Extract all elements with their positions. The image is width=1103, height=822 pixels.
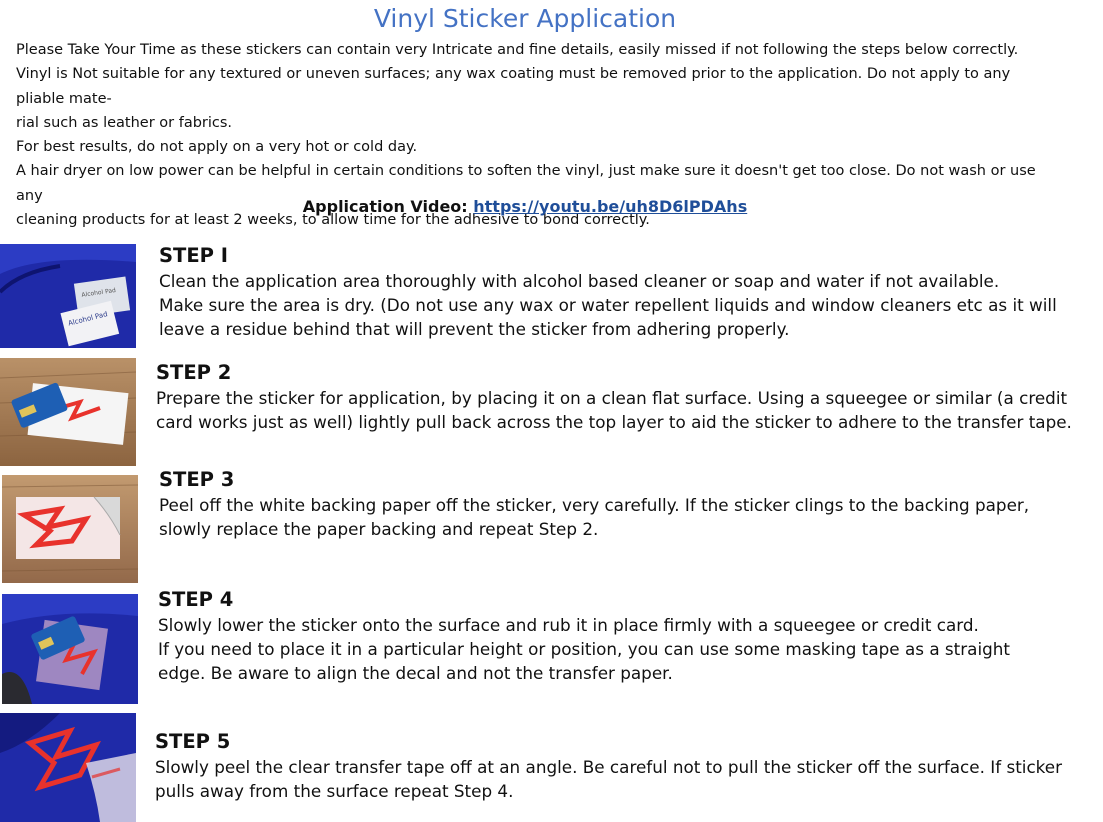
step-heading: STEP I xyxy=(159,244,229,267)
step-line: slowly replace the paper backing and repeat Step 2. xyxy=(159,519,599,539)
step-4-image xyxy=(2,594,138,704)
step-5-image xyxy=(0,713,136,822)
step-5 xyxy=(155,729,1095,803)
intro-line: A hair dryer on low power can be helpful in certain conditions to soften the vinyl, just make sure it doesn't get too close. Do not wash or use any xyxy=(16,163,1036,204)
step-2-image xyxy=(0,358,136,466)
step-line: Make sure the area is dry. (Do not use any wax or water repellent liquids and window cleaners etc as it will xyxy=(159,295,1057,315)
intro-line: rial such as leather or fabrics. xyxy=(16,114,233,131)
step-line: edge. Be aware to align the decal and not the transfer paper. xyxy=(158,663,673,683)
step-line: Prepare the sticker for application, by placing it on a clean flat surface. Using a squeegee or similar (a credit xyxy=(156,388,1068,408)
page-title: Vinyl Sticker Application xyxy=(373,4,677,33)
step-heading: STEP 3 xyxy=(159,468,235,491)
intro-line: Please Take Your Time as these stickers can contain very Intricate and fine details, easily missed if not following the steps below correctly. xyxy=(16,42,1019,58)
step-line: If you need to place it in a particular height or position, you can use some masking tape as a straight xyxy=(158,639,1010,659)
step-2 xyxy=(156,360,1096,434)
step-line: pulls away from the surface repeat Step 4. xyxy=(155,781,514,801)
alcohol-pad-label: Alcohol Pad xyxy=(81,287,117,299)
step-heading: STEP 2 xyxy=(156,361,232,384)
application-video xyxy=(0,197,1050,216)
step-line: leave a residue behind that will prevent the sticker from adhering properly. xyxy=(159,319,790,339)
step-4 xyxy=(158,587,1098,685)
step-heading: STEP 4 xyxy=(158,588,234,611)
step-3-image xyxy=(2,475,138,583)
intro-line: Vinyl is Not suitable for any textured or uneven surfaces; any wax coating must be removed prior to the application. Do not apply to any pliable mate- xyxy=(16,66,1011,107)
step-line: Slowly peel the clear transfer tape off at an angle. Be careful not to pull the sticker off the surface. If sticker xyxy=(155,757,1063,777)
video-label: Application Video: xyxy=(302,197,468,216)
step-line: card works just as well) lightly pull back across the top layer to aid the sticker to adhere to the transfer tape. xyxy=(156,412,1072,432)
step-heading: STEP 5 xyxy=(155,730,231,753)
step-1 xyxy=(159,243,1099,341)
step-line: Slowly lower the sticker onto the surface and rub it in place firmly with a squeegee or credit card. xyxy=(158,615,979,635)
video-link[interactable]: https://youtu.be/uh8D6lPDAhs xyxy=(473,197,748,216)
step-line: Clean the application area thoroughly with alcohol based cleaner or soap and water if not available. xyxy=(159,271,1000,291)
step-1-image xyxy=(0,244,136,348)
step-line: Peel off the white backing paper off the sticker, very carefully. If the sticker clings to the backing paper, xyxy=(159,495,1030,515)
alcohol-pad-label: Alcohol Pad xyxy=(67,310,109,328)
intro-line: cleaning products for at least 2 weeks, to allow time for the adhesive to bond correctly. xyxy=(16,212,650,229)
intro-line: For best results, do not apply on a very hot or cold day. xyxy=(16,139,418,156)
step-3 xyxy=(159,467,1099,541)
